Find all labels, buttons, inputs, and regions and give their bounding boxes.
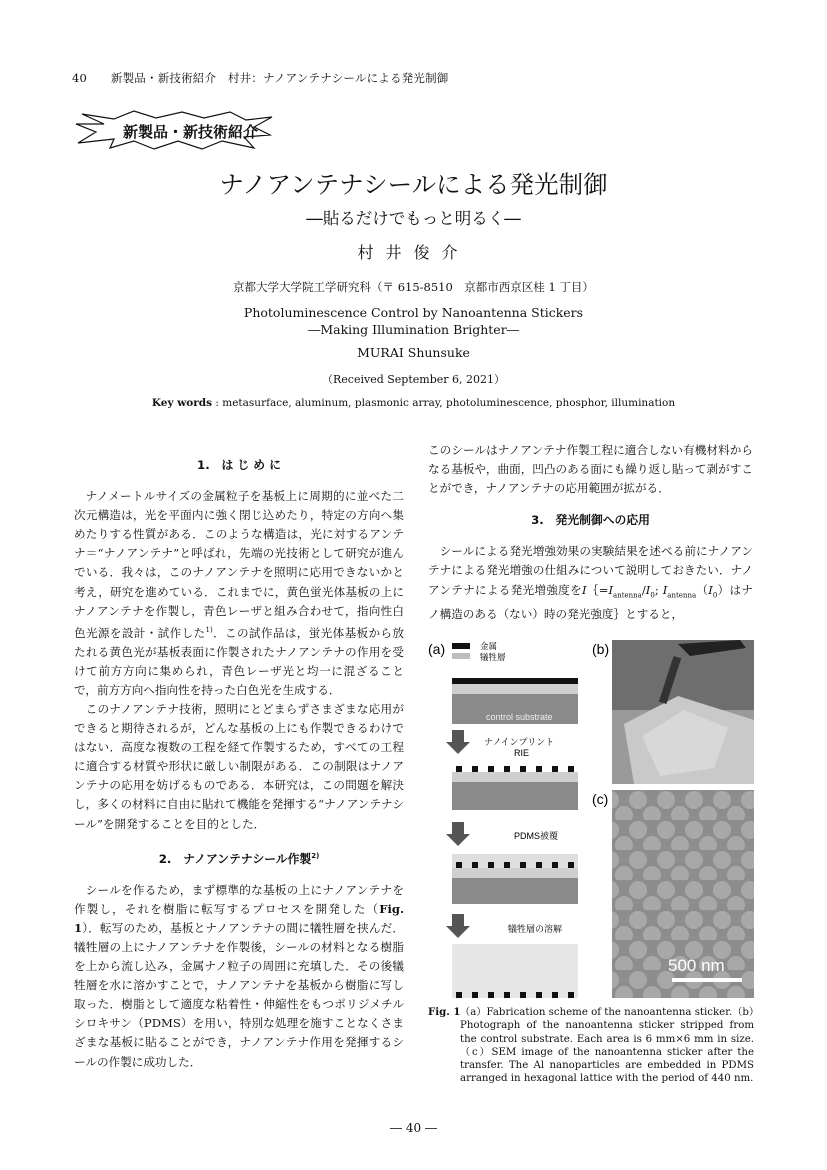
scale-bar bbox=[672, 978, 742, 982]
pdms-sticker bbox=[452, 944, 578, 998]
panel-c-label: (c) bbox=[592, 791, 609, 807]
running-header bbox=[72, 70, 448, 86]
section-1-paragraph-2: このナノアンテナ技術，照明にとどまらずさまざまな応用ができると期待されるが，どんな基板の上にも作製できるわけではない．高度な複数の工程を経て作製するため，すべての工程に適合する材質や形状に厳しい制限がある．この制限はナノアンテナの応用を妨げるものである．本研究は，この問題を解決し，多くの材料に自由に貼れて機能を発揮する“ナノアンテナシール”を開発することを目的とした． bbox=[74, 701, 404, 831]
sacrificial-layer-2 bbox=[452, 772, 578, 782]
panel-a-label: (a) bbox=[428, 641, 446, 657]
metal-legend-swatch bbox=[452, 643, 470, 649]
author-name-jp: 村井俊介 bbox=[357, 243, 470, 262]
english-title-line2: ―Making Illumination Brighter― bbox=[307, 322, 520, 337]
metal-layer bbox=[452, 678, 578, 684]
legend-sacrificial: 犠牲層 bbox=[480, 652, 506, 662]
figure-caption bbox=[428, 1006, 754, 1086]
sacrificial-layer-3 bbox=[452, 868, 578, 878]
keywords-label: Key words bbox=[151, 397, 213, 409]
right-column bbox=[428, 441, 753, 624]
page-footer: ― 40 ― bbox=[390, 1121, 437, 1135]
substrate-3 bbox=[452, 878, 578, 904]
section-1-paragraph-1: ナノメートルサイズの金属粒子を基板上に周期的に並べた二次元構造は，光を平面内に強く閉じ込めたり，特定の方向へ集めたりする性質がある．このような構造は，光に対するアンテナ＝“ナノアンテナ”と呼ばれ，先端の光技術として研究が進んでいる．我々は，このナノアンテナを照明に応用できないかと考え，研究を進めている．これまでに，黄色蛍光体基板の上にナノアンテナを作製し，青色レーザと組み合わせて，指向性白色光源を設計・試作した$^{1)}$．この試作品は，蛍光体基板から放たれる黄色光が基板表面に作製されたナノアンテナの作用を受けて前方方向に集められ，青色レーザ光と均一に混ざることで，前方方向へ指向性を持った白色光を生成する． bbox=[74, 489, 404, 697]
reference-1: 1) bbox=[205, 625, 213, 634]
continued-paragraph: このシールはナノアンテナ作製工程に適合しない有機材料からなる基板や，曲面，凹凸のある面にも繰り返し貼って剥がすことができ，ナノアンテナの応用範囲が拡がる． bbox=[428, 443, 753, 496]
section-3-heading: 3. 発光制御への応用 bbox=[531, 513, 650, 528]
article-title: ナノアンテナシールによる発光制御 bbox=[219, 170, 608, 199]
english-title-line1: Photoluminescence Control by Nanoantenna Stickers bbox=[243, 305, 584, 320]
running-title: 新製品・新技術紹介 村井：ナノアンテナシールによる発光制御 bbox=[110, 71, 449, 85]
legend-metal: 金属 bbox=[480, 641, 498, 651]
nanoparticles-row-1 bbox=[456, 766, 574, 772]
article-subtitle: ―貼るだけでもっと明るく― bbox=[306, 209, 521, 228]
left-column bbox=[74, 443, 404, 1072]
sticker-photo bbox=[612, 640, 754, 784]
substrate-2 bbox=[452, 782, 578, 810]
section-badge-label: 新製品・新技術紹介 bbox=[123, 123, 259, 141]
caption-text: （a）Fabrication scheme of the nanoantenna sticker.（b）Photograph of the nanoantenna sticker stripped from the control substrate. Each area is 6 mm×6 mm in size.（c）SEM image of the nanoantenna sticker after the transfer. The Al nanoparticles are embedded in PDMS arranged in hexagonal lattice with the period of 440 nm. bbox=[460, 1007, 754, 1085]
author-name-en: MURAI Shunsuke bbox=[357, 345, 470, 360]
caption-label: Fig. 1 bbox=[428, 1006, 461, 1018]
step-rie: RIE bbox=[514, 748, 530, 758]
page-number: 40 bbox=[72, 71, 88, 85]
process-arrow-2 bbox=[446, 822, 470, 846]
pdms-layer bbox=[452, 854, 578, 868]
section-2-paragraph-1: シールを作るため，まず標準的な基板の上にナノアンテナを作製し，それを樹脂に転写するプロセスを開発した（Fig. 1）．転写のため，基板とナノアンテナの間に犠牲層を挟んだ．犠牲層の上にナノアンテナを作製後，シールの材料となる樹脂を上から流し込み，金属ナノ粒子の周囲に充填した．その後犠牲層を水に溶かすことで，ナノアンテナを基板から樹脂に写し取った．樹脂として適度な粘着性・伸縮性をもつポリジメチルシロキサン（PDMS）を用い，特別な処理を施すことなくさまざまな基板に貼ることができ，ナノアンテナ作用を発揮するシールの作製に成功した． bbox=[74, 882, 404, 1069]
substrate-label: control substrate bbox=[486, 712, 553, 722]
process-arrow-3 bbox=[446, 914, 470, 938]
affiliation: 京都大学大学院工学研究科（〒 615-8510 京都市西京区桂 1 丁目） bbox=[233, 280, 594, 294]
step-nanoimprint: ナノインプリント bbox=[484, 737, 555, 747]
scale-bar-label: 500 nm bbox=[668, 956, 725, 975]
sacrificial-layer bbox=[452, 684, 578, 694]
received-date: （Received September 6, 2021） bbox=[322, 373, 505, 386]
step-dissolve: 犠牲層の溶解 bbox=[508, 924, 563, 934]
panel-b-label: (b) bbox=[592, 641, 610, 657]
keywords bbox=[0, 397, 827, 409]
sacrificial-legend-swatch bbox=[452, 653, 470, 659]
english-title bbox=[0, 304, 827, 338]
reference-2: 2) bbox=[311, 851, 320, 860]
section-3-paragraph-1: シールによる発光増強効果の実験結果を述べる前にナノアンテナによる発光増強の仕組みについて説明しておきたい．ナノアンテナによる発光増強度を$I\{=I_{antenna}/I_0$; $I_{antenna}(I_0)$はナノ構造のある（ない）時の発光強度｝とすると， bbox=[428, 544, 753, 621]
section-1-heading: 1. は じ め に bbox=[197, 458, 281, 472]
figure-1 bbox=[428, 640, 754, 1002]
keywords-text: : metasurface, aluminum, plasmonic array, photoluminescence, phosphor, illumination bbox=[215, 397, 676, 409]
figure-reference: Fig. 1 bbox=[74, 901, 404, 935]
step-pdms: PDMS被覆 bbox=[514, 831, 559, 841]
process-arrow-1 bbox=[446, 730, 470, 754]
section-2-heading: 2. ナノアンテナシール作製$^{2)}$ bbox=[158, 851, 320, 866]
